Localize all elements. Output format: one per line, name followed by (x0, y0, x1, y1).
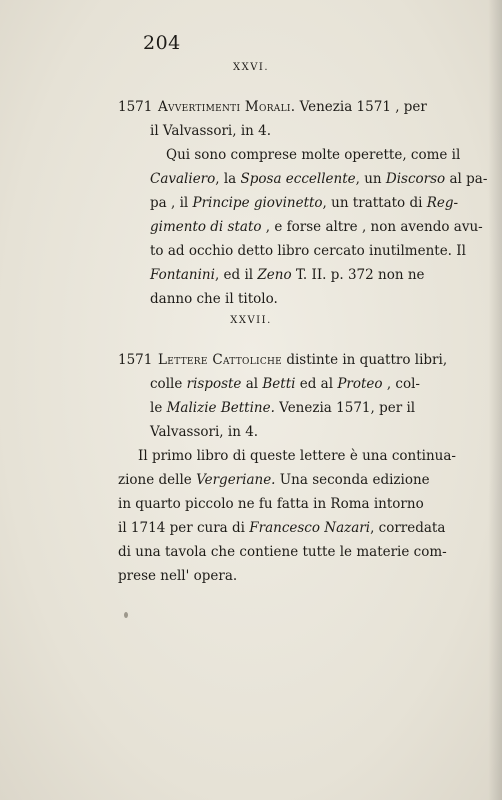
text-line (118, 167, 488, 191)
entry-heading-text: Venezia 1571 , per (295, 99, 427, 115)
entry-heading-line (118, 95, 470, 119)
text-run: prese nell' opera. (118, 568, 238, 584)
italic-text: Vergeriane. (196, 472, 276, 488)
text-run: al pa- (445, 171, 488, 187)
entry-year: 1571 (118, 352, 153, 368)
entry-description (118, 444, 470, 588)
italic-text: Zeno (257, 267, 292, 283)
entry-heading-text (282, 352, 447, 368)
text-line (118, 396, 470, 420)
text-line (118, 143, 470, 167)
text-run: in quarto piccolo ne fu fatta in Roma intorno (118, 496, 424, 512)
italic-text: Sposa eccellente (240, 171, 356, 187)
text-run: , ed il (214, 267, 258, 283)
text-line (118, 215, 483, 239)
text-line (118, 287, 470, 311)
italic-text: Proteo (337, 376, 383, 392)
text-run: danno che il titolo. (150, 291, 278, 307)
text-run: T. II. p. 372 non ne (291, 267, 425, 283)
text-run: , e forse altre , non avendo avu- (261, 219, 483, 235)
paper-blemish (124, 612, 128, 618)
entry-avvertimenti-morali (118, 95, 488, 311)
italic-text: Fontanini (150, 267, 215, 283)
text-line (118, 516, 470, 540)
text-run: Venezia 1571, per il (274, 400, 416, 416)
text-line (118, 444, 470, 468)
text-run: il 1714 per cura di (118, 520, 250, 536)
text-run: al (241, 376, 263, 392)
text-run: Una seconda edizione (275, 472, 430, 488)
text-run: , un trattato di (322, 195, 427, 211)
text-line (118, 239, 470, 263)
italic-text: gimento di stato (150, 219, 262, 235)
text-line (118, 263, 470, 287)
text-line (118, 468, 470, 492)
text-run: to ad occhio detto libro cercato inutilmente. Il (150, 243, 466, 259)
text-line (118, 420, 470, 444)
italic-text: Reg- (426, 195, 459, 211)
text-run: , la (215, 171, 241, 187)
text-run: le (150, 400, 167, 416)
page-number: 204 (143, 32, 181, 54)
entry-heading-line (118, 348, 470, 372)
text-line (118, 492, 470, 516)
text-run: ed al (295, 376, 338, 392)
italic-text: risposte (186, 376, 242, 392)
page-edge-shadow (488, 0, 502, 800)
text-line (118, 372, 470, 396)
text-line (118, 540, 470, 564)
text-run: distinte in quattro libri, (282, 352, 448, 368)
entry-lettere-cattoliche (118, 348, 470, 588)
italic-text: Principe giovinetto (192, 195, 323, 211)
section-number-xxvi: XXVI. (232, 62, 270, 73)
section-number-xxvii: XXVII. (230, 315, 272, 326)
italic-text: Betti (262, 376, 296, 392)
text-run: Valvassori, in 4. (150, 424, 259, 440)
entry-description (118, 143, 488, 311)
italic-text: Francesco Nazari (249, 520, 371, 536)
text-run: , un (355, 171, 386, 187)
text-run: , col- (382, 376, 420, 392)
entry-heading-continuation (118, 372, 470, 444)
text-run: di una tavola che contiene tutte le materie com- (118, 544, 447, 560)
italic-text: Cavaliero (150, 171, 216, 187)
entry-title: Avvertimenti Morali. (158, 99, 296, 115)
italic-text: Discorso (385, 171, 446, 187)
text-line (118, 564, 470, 588)
text-run: pa , il (150, 195, 193, 211)
text-run: , corredata (370, 520, 446, 536)
text-run: colle (150, 376, 187, 392)
entry-heading-line: il Valvassori, in 4. (150, 123, 271, 139)
text-line (118, 191, 470, 215)
entry-year: 1571 (118, 99, 153, 115)
text-run: Il primo libro di queste lettere è una continua- (138, 448, 456, 464)
entry-title: Lettere Cattoliche (158, 352, 283, 368)
text-run: zione delle (118, 472, 197, 488)
italic-text: Malizie Bettine. (166, 400, 275, 416)
text-run: Qui sono comprese molte operette, come il (166, 147, 461, 163)
